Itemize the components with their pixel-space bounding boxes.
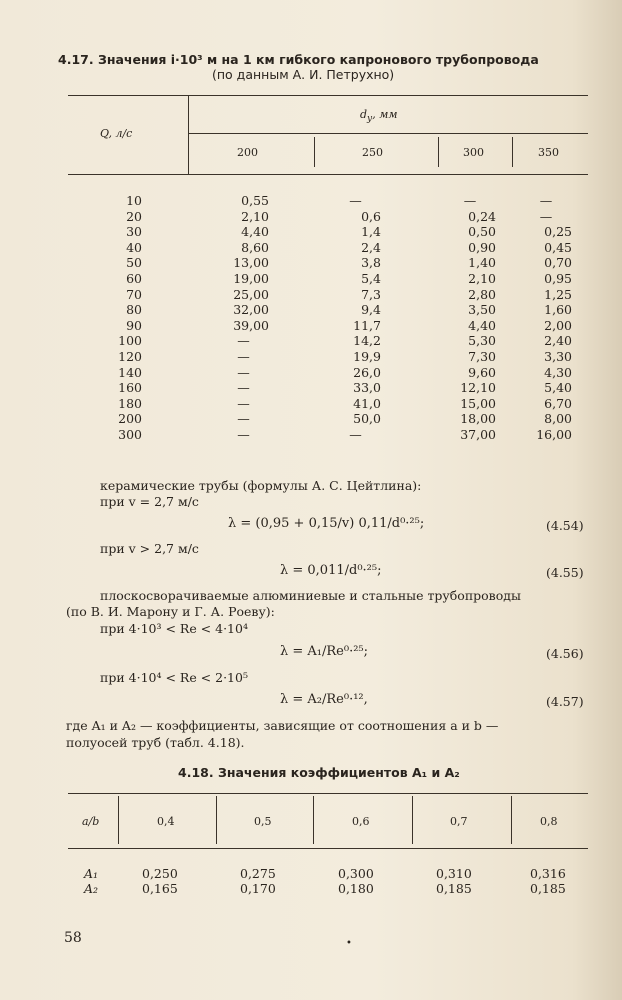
- cell-c200-15: —: [237, 426, 250, 442]
- cell-c200-8: 39,00: [233, 317, 269, 333]
- cell-c300-6: 2,80: [468, 286, 496, 302]
- cell-q-14: 200: [118, 411, 142, 427]
- cell-q-6: 70: [126, 286, 142, 302]
- col-header-300: 300: [463, 146, 484, 159]
- q-column: [100, 193, 142, 443]
- condition-1: при v = 2,7 м/с: [100, 494, 199, 509]
- cell-c250-2: 1,4: [361, 224, 381, 240]
- cell-c350-10: 3,30: [544, 348, 572, 364]
- cell-c300-3: 0,90: [468, 239, 496, 255]
- cell-q-12: 160: [118, 380, 142, 396]
- cell-c200-10: —: [237, 348, 250, 364]
- cell-c250-1: 0,6: [361, 208, 381, 224]
- cell-c300-0: —: [463, 193, 477, 208]
- q-header: Q, л/с: [100, 127, 133, 140]
- cell-c250-13: 41,0: [353, 395, 381, 411]
- cell-c200-13: —: [237, 395, 250, 411]
- formula-4-54: λ = (0,95 + 0,15/v) 0,11/d⁰·²⁵;: [228, 516, 425, 531]
- cell-c350-15: 16,00: [536, 426, 572, 442]
- page-number: 58: [64, 930, 82, 946]
- table2-divider-1: [118, 796, 119, 844]
- t2-col-0-6: 0,6: [352, 815, 370, 828]
- cell-c250-14: 50,0: [353, 411, 381, 427]
- eq-number-4-57: (4.57): [546, 694, 584, 709]
- cell-c200-0: 0,55: [241, 193, 269, 208]
- aluminium-pipes-text-1: плоскосворачиваемые алюминиевые и стальные трубопроводы: [100, 588, 521, 603]
- formula-4-56: λ = A₁/Re⁰·²⁵;: [280, 644, 369, 659]
- t2-col-0-7: 0,7: [450, 815, 468, 828]
- cell-c200-2: 4,40: [241, 224, 269, 240]
- header-divider: [188, 96, 189, 174]
- t2-col-0-8: 0,8: [540, 815, 558, 828]
- cell-c200-14: —: [237, 411, 250, 427]
- cell-c200-5: 19,00: [233, 270, 269, 286]
- ab-header: a/b: [82, 815, 100, 828]
- cell-c350-5: 0,95: [544, 270, 572, 286]
- table-4-18-title: 4.18. Значения коэффициентов A₁ и A₂: [178, 765, 460, 780]
- coef-cell-1-4: 0,185: [530, 881, 566, 896]
- print-dot: •: [346, 938, 352, 949]
- coef-cell-0-2: 0,300: [338, 866, 374, 881]
- table2-divider-2: [216, 796, 217, 844]
- cell-c300-14: 18,00: [460, 411, 496, 427]
- ceramic-pipes-text: керамические трубы (формулы А. С. Цейтлина):: [100, 478, 422, 493]
- col-divider-250: [314, 137, 315, 167]
- cell-c250-5: 5,4: [361, 270, 381, 286]
- cell-c200-12: —: [237, 380, 250, 396]
- table-4-17-subtitle: (по данным А. И. Петрухно): [212, 67, 395, 82]
- table-4-17-title: 4.17. Значения i·10³ м на 1 км гибкого капронового трубопровода: [58, 52, 539, 67]
- cell-c250-8: 11,7: [353, 317, 381, 333]
- coef-cell-0-0: 0,250: [142, 866, 178, 881]
- cell-c250-11: 26,0: [353, 364, 381, 380]
- cell-c250-6: 7,3: [361, 286, 381, 302]
- cell-c350-2: 0,25: [544, 224, 572, 240]
- where-text-2: полуосей труб (табл. 4.18).: [66, 735, 245, 750]
- cell-c350-9: 2,40: [544, 333, 572, 349]
- cell-c350-8: 2,00: [544, 317, 572, 333]
- dy-header: $d_у$, мм: [360, 108, 398, 125]
- aluminium-pipes-text-2: (по В. И. Марону и Г. А. Роеву):: [66, 604, 275, 619]
- cell-c350-7: 1,60: [544, 302, 572, 318]
- cell-c300-5: 2,10: [468, 270, 496, 286]
- cell-c250-9: 14,2: [353, 333, 381, 349]
- cell-q-13: 180: [118, 395, 142, 411]
- col-divider-300: [438, 137, 439, 167]
- cell-q-1: 20: [126, 208, 142, 224]
- cell-q-7: 80: [126, 302, 142, 318]
- cell-c300-2: 0,50: [468, 224, 496, 240]
- cell-q-5: 60: [126, 270, 142, 286]
- condition-2: при v > 2,7 м/с: [100, 541, 199, 556]
- table2-divider-4: [412, 796, 413, 844]
- row-label-1: A₂: [84, 881, 99, 896]
- col-header-200: 200: [237, 146, 258, 159]
- cell-q-4: 50: [126, 255, 142, 271]
- cell-c350-0: —: [539, 193, 553, 208]
- cell-c350-13: 6,70: [544, 395, 572, 411]
- cell-q-8: 90: [126, 317, 142, 333]
- cell-c350-11: 4,30: [544, 364, 572, 380]
- cell-c200-11: —: [237, 364, 250, 380]
- cell-c200-6: 25,00: [233, 286, 269, 302]
- table-top-rule: [68, 95, 588, 96]
- table2-divider-5: [511, 796, 512, 844]
- t2-col-0-5: 0,5: [254, 815, 272, 828]
- cell-c300-10: 7,30: [468, 348, 496, 364]
- cell-c300-1: 0,24: [468, 208, 496, 224]
- cell-q-15: 300: [118, 426, 142, 442]
- coef-cell-0-3: 0,310: [436, 866, 472, 881]
- cell-c200-4: 13,00: [233, 255, 269, 271]
- eq-number-4-56: (4.56): [546, 646, 584, 661]
- col-header-350: 350: [538, 146, 559, 159]
- row-label-0: A₁: [84, 866, 99, 881]
- column-300: [444, 193, 496, 443]
- cell-c200-7: 32,00: [233, 302, 269, 318]
- cell-c250-3: 2,4: [361, 239, 381, 255]
- col-divider-350: [512, 137, 513, 167]
- coef-cell-0-4: 0,316: [530, 866, 566, 881]
- cell-c250-15: —: [349, 426, 362, 442]
- cell-c300-9: 5,30: [468, 333, 496, 349]
- cell-c350-4: 0,70: [544, 255, 572, 271]
- cell-c250-12: 33,0: [353, 380, 381, 396]
- column-200: [218, 193, 269, 443]
- cell-c350-12: 5,40: [544, 380, 572, 396]
- coef-cell-1-1: 0,170: [240, 881, 276, 896]
- cell-q-10: 120: [118, 348, 142, 364]
- cell-c300-7: 3,50: [468, 302, 496, 318]
- coef-cell-1-0: 0,165: [142, 881, 178, 896]
- cell-c300-4: 1,40: [468, 255, 496, 271]
- header-bottom-rule: [68, 174, 588, 175]
- eq-number-4-54: (4.54): [546, 518, 584, 533]
- table2-divider-3: [313, 796, 314, 844]
- cell-c300-12: 12,10: [460, 380, 496, 396]
- cell-c300-11: 9,60: [468, 364, 496, 380]
- cell-q-0: 10: [126, 193, 142, 208]
- cell-c250-7: 9,4: [361, 302, 381, 318]
- cell-q-11: 140: [118, 364, 142, 380]
- header-mid-rule: [188, 133, 588, 134]
- cell-q-9: 100: [118, 333, 142, 349]
- cell-c250-0: —: [349, 193, 362, 208]
- col-header-250: 250: [362, 146, 383, 159]
- cell-c200-3: 8,60: [241, 239, 269, 255]
- cell-c350-6: 1,25: [544, 286, 572, 302]
- t2-col-0-4: 0,4: [157, 815, 175, 828]
- where-text-1: где A₁ и A₂ — коэффициенты, зависящие от соотношения a и b —: [66, 718, 499, 733]
- column-250: [330, 193, 381, 443]
- condition-4: при 4·10⁴ < Re < 2·10⁵: [100, 670, 248, 685]
- cell-c250-4: 3,8: [361, 255, 381, 271]
- cell-c250-10: 19,9: [353, 348, 381, 364]
- coef-cell-0-1: 0,275: [240, 866, 276, 881]
- formula-4-57: λ = A₂/Re⁰·¹²,: [280, 692, 368, 707]
- cell-c300-15: 37,00: [460, 426, 496, 442]
- table2-top-rule: [68, 793, 588, 794]
- table2-header-rule: [68, 848, 588, 849]
- coef-cell-1-2: 0,180: [338, 881, 374, 896]
- cell-c300-8: 4,40: [468, 317, 496, 333]
- coef-cell-1-3: 0,185: [436, 881, 472, 896]
- condition-3: при 4·10³ < Re < 4·10⁴: [100, 621, 248, 636]
- cell-c350-3: 0,45: [544, 239, 572, 255]
- cell-c350-14: 8,00: [544, 411, 572, 427]
- eq-number-4-55: (4.55): [546, 565, 584, 580]
- formula-4-55: λ = 0,011/d⁰·²⁵;: [280, 563, 382, 578]
- cell-q-3: 40: [126, 239, 142, 255]
- cell-c200-1: 2,10: [241, 208, 269, 224]
- cell-c200-9: —: [237, 333, 250, 349]
- cell-q-2: 30: [126, 224, 142, 240]
- cell-c300-13: 15,00: [460, 395, 496, 411]
- cell-c350-1: —: [539, 208, 553, 224]
- column-350: [520, 193, 572, 443]
